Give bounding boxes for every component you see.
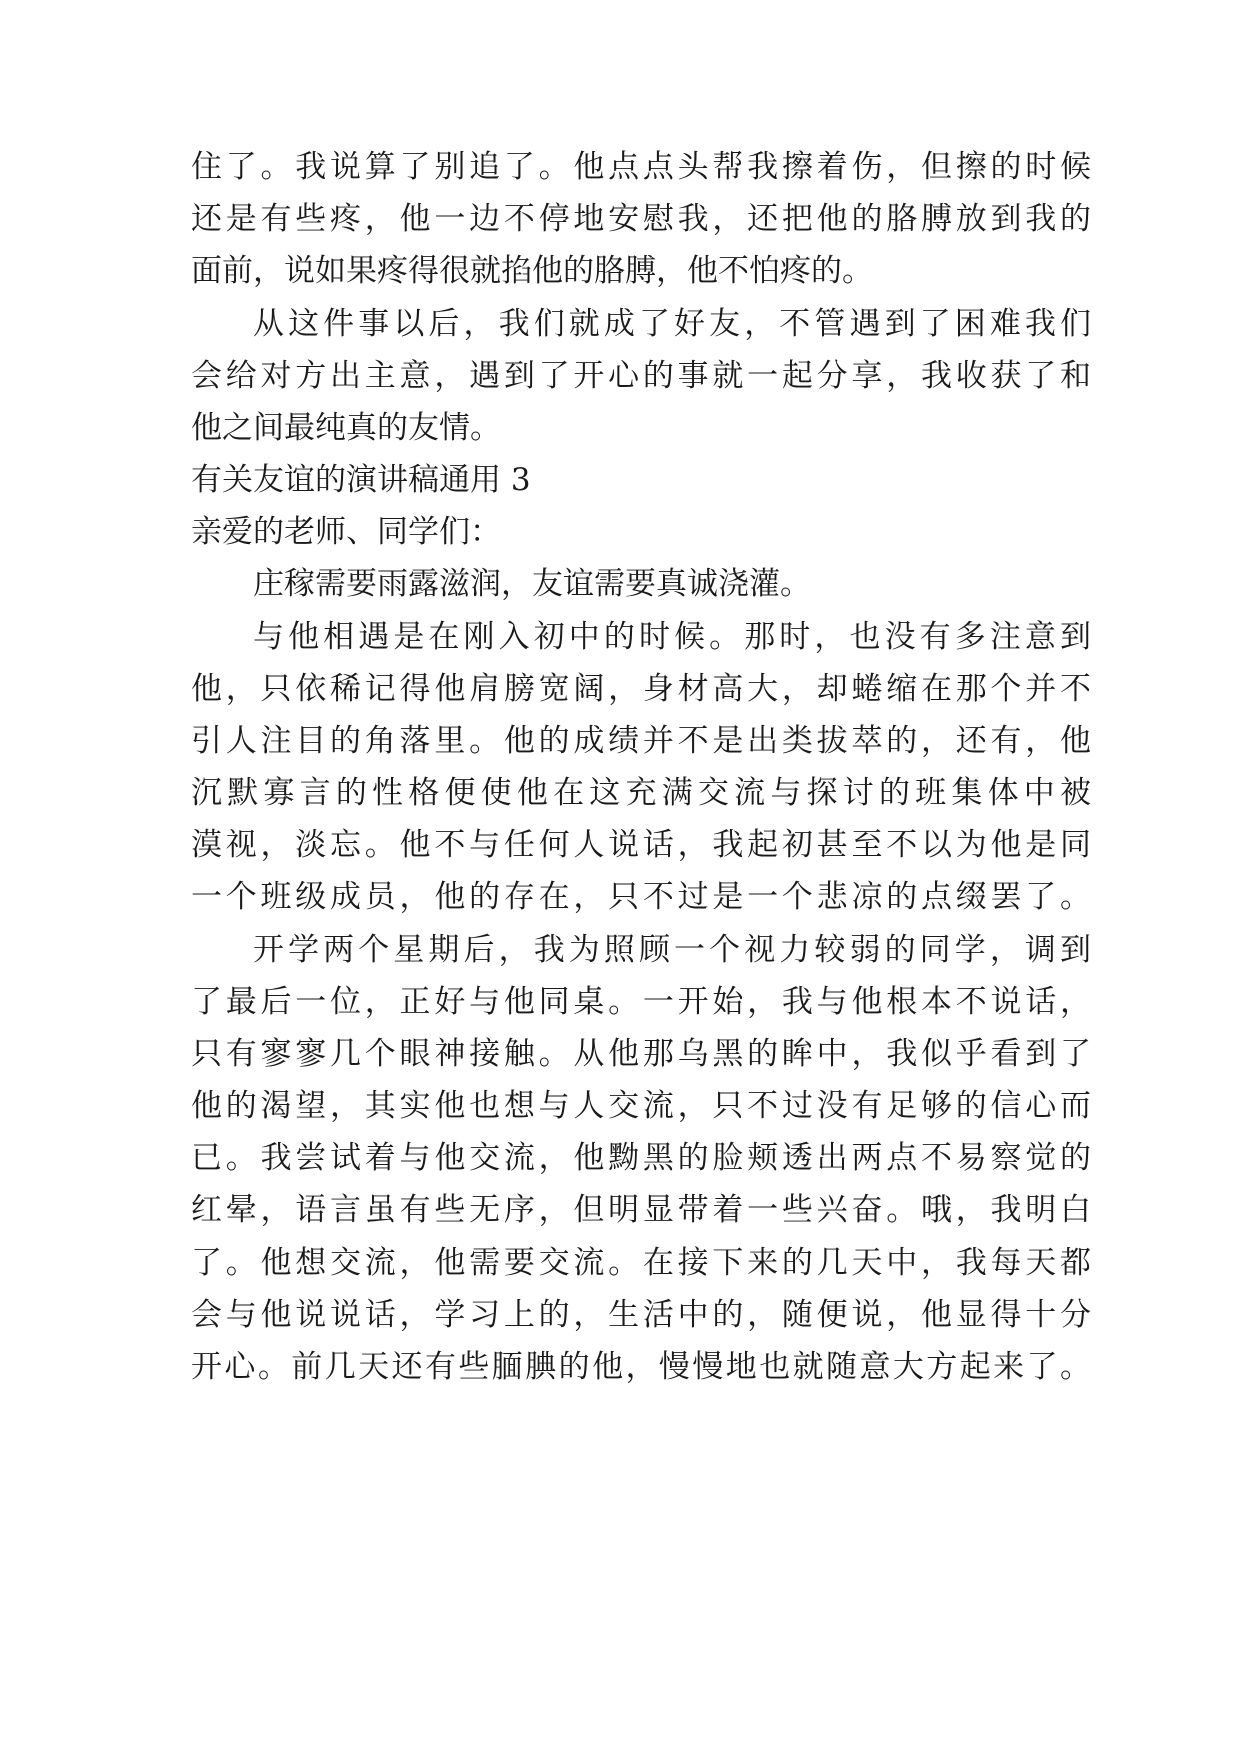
text-line: 从这件事以后，我们就成了好友，不管遇到了困难我们: [253, 306, 1091, 342]
text-line: 开学两个星期后，我为照顾一个视力较弱的同学，调到: [253, 932, 1091, 968]
text-line: 了。他想交流，他需要交流。在接下来的几天中，我每天都: [191, 1245, 1091, 1281]
text-line: 面前，说如果疼得很就掐他的胳膊，他不怕疼的。: [191, 253, 873, 289]
text-line: 已。我尝试着与他交流，他黝黑的脸颊透出两点不易察觉的: [191, 1140, 1091, 1176]
section-heading: 有关友谊的演讲稿通用 3: [191, 462, 531, 498]
text-line: 庄稼需要雨露滋润，友谊需要真诚浇灌。: [253, 566, 811, 602]
text-line: 了最后一位，正好与他同桌。一开始，我与他根本不说话，: [191, 984, 1091, 1020]
text-line: 红晕，语言虽有些无序，但明显带着一些兴奋。哦，我明白: [191, 1192, 1091, 1228]
text-line: 他，只依稀记得他肩膀宽阔，身材高大，却蜷缩在那个并不: [191, 671, 1091, 707]
text-line: 引人注目的角落里。他的成绩并不是出类拔萃的，还有，他: [191, 723, 1091, 759]
text-line: 与他相遇是在刚入初中的时候。那时，也没有多注意到: [253, 619, 1091, 655]
text-line: 漠视，淡忘。他不与任何人说话，我起初甚至不以为他是同: [191, 827, 1091, 863]
text-line: 他的渴望，其实他也想与人交流，只不过没有足够的信心而: [191, 1088, 1091, 1124]
text-line: 会与他说说话，学习上的，生活中的，随便说，他显得十分: [191, 1297, 1091, 1333]
text-line: 他之间最纯真的友情。: [191, 410, 501, 446]
text-line: 住了。我说算了别追了。他点点头帮我擦着伤，但擦的时候: [191, 149, 1091, 185]
text-line: 沉默寡言的性格便使他在这充满交流与探讨的班集体中被: [191, 775, 1091, 811]
text-line: 开心。前几天还有些腼腆的他，慢慢地也就随意大方起来了。: [191, 1349, 1091, 1385]
salutation: 亲爱的老师、同学们：: [191, 514, 501, 550]
text-line: 会给对方出主意，遇到了开心的事就一起分享，我收获了和: [191, 358, 1091, 394]
text-line: 一个班级成员，他的存在，只不过是一个悲凉的点缀罢了。: [191, 879, 1091, 915]
text-line: 只有寥寥几个眼神接触。从他那乌黑的眸中，我似乎看到了: [191, 1036, 1091, 1072]
text-line: 还是有些疼，他一边不停地安慰我，还把他的胳膊放到我的: [191, 201, 1091, 237]
